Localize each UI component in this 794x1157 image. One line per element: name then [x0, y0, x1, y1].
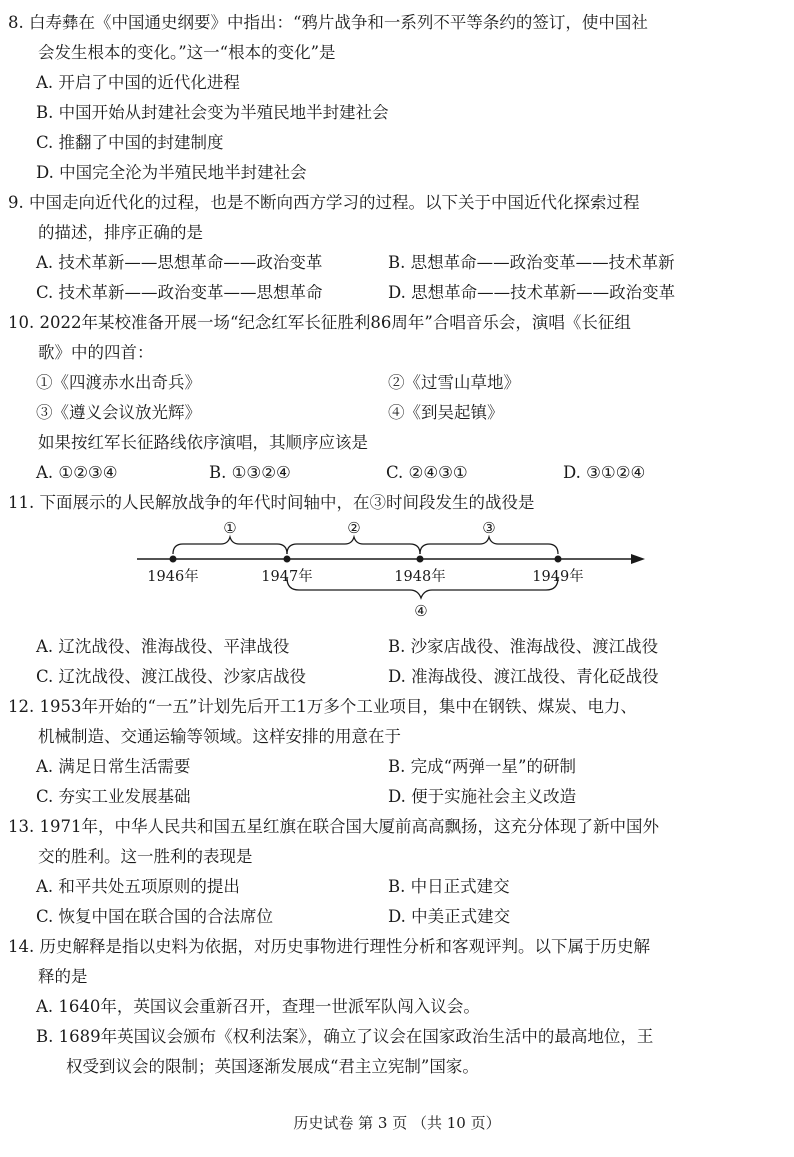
- q11-option-d: D. 准海战役、渡江战役、青化砭战役: [388, 667, 659, 686]
- q8-option-c: C. 推翻了中国的封建制度: [36, 133, 224, 152]
- q8-option-d: D. 中国完全沦为半殖民地半封建社会: [36, 163, 307, 182]
- timeline-brace-1: [173, 537, 287, 554]
- q9-stem-line2: 的描述，排序正确的是: [38, 223, 203, 242]
- q10-song-4: ④《到吴起镇》: [388, 403, 504, 422]
- timeline-year-1947: 1947年: [261, 569, 313, 585]
- q8-stem-line1: 8. 白寿彝在《中国通史纲要》中指出：“鸦片战争和一系列不平等条约的签订，使中国社: [8, 13, 648, 32]
- timeline-point-1949: [555, 556, 562, 563]
- q12-option-b: B. 完成“两弹一星”的研制: [388, 757, 576, 776]
- q10-option-b: B. ①③②④: [209, 463, 291, 482]
- timeline-point-1948: [417, 556, 424, 563]
- q9-stem-line1: 9. 中国走向近代化的过程，也是不断向西方学习的过程。以下关于中国近代化探索过程: [8, 193, 640, 212]
- q12-stem-line2: 机械制造、交通运输等领域。这样安排的用意在于: [38, 727, 401, 746]
- q8-option-a: A. 开启了中国的近代化进程: [36, 73, 240, 92]
- timeline-segment-4: ④: [414, 602, 428, 620]
- q10-stem-line3: 如果按红军长征路线依序演唱，其顺序应该是: [38, 433, 368, 452]
- q14-option-b-line1: B. 1689年英国议会颁布《权利法案》，确立了议会在国家政治生活中的最高地位，王: [36, 1027, 654, 1046]
- q10-option-a: A. ①②③④: [36, 463, 118, 482]
- q13-stem-line1: 13. 1971年，中华人民共和国五星红旗在联合国大厦前高高飘扬，这充分体现了新中国外: [8, 817, 659, 836]
- q8-stem-line2: 会发生根本的变化。”这一“根本的变化”是: [38, 43, 336, 62]
- q10-song-3: ③《遵义会议放光辉》: [36, 403, 201, 422]
- q14-stem-line2: 释的是: [38, 967, 88, 986]
- q13-option-c: C. 恢复中国在联合国的合法席位: [36, 907, 274, 926]
- q12-option-c: C. 夯实工业发展基础: [36, 787, 191, 806]
- q11-stem-line1: 11. 下面展示的人民解放战争的年代时间轴中，在③时间段发生的战役是: [8, 493, 535, 512]
- timeline-year-1949: 1949年: [532, 569, 584, 585]
- q12-option-d: D. 便于实施社会主义改造: [388, 787, 577, 806]
- q14-option-b-line2: 权受到议会的限制；英国逐渐发展成“君主立宪制”国家。: [66, 1057, 479, 1076]
- q10-song-1: ①《四渡赤水出奇兵》: [36, 373, 201, 392]
- q13-option-a: A. 和平共处五项原则的提出: [36, 877, 240, 896]
- q14-stem-line1: 14. 历史解释是指以史料为依据，对历史事物进行理性分析和客观评判。以下属于历史解: [8, 937, 650, 956]
- timeline-segment-2: ②: [347, 519, 361, 537]
- q9-option-d: D. 思想革命——技术革新——政治变革: [388, 283, 676, 302]
- timeline-brace-2: [287, 537, 420, 554]
- q11-option-a: A. 辽沈战役、淮海战役、平津战役: [36, 637, 290, 656]
- q10-stem-line1: 10. 2022年某校准备开展一场“纪念红军长征胜利86周年”合唱音乐会，演唱《长征组: [8, 313, 631, 332]
- q9-option-a: A. 技术革新——思想革命——政治变革: [36, 253, 323, 272]
- timeline-point-1947: [284, 556, 291, 563]
- timeline-point-1946: [170, 556, 177, 563]
- q13-option-b: B. 中日正式建交: [388, 877, 510, 896]
- q10-stem-line2: 歌》中的四首：: [38, 343, 154, 362]
- q10-option-d: D. ③①②④: [563, 463, 646, 482]
- q9-option-c: C. 技术革新——政治变革——思想革命: [36, 283, 323, 302]
- q10-song-2: ②《过雪山草地》: [388, 373, 520, 392]
- q8-option-b: B. 中国开始从封建社会变为半殖民地半封建社会: [36, 103, 389, 122]
- q9-option-b: B. 思想革命——政治变革——技术革新: [388, 253, 675, 272]
- timeline-segment-3: ③: [482, 519, 496, 537]
- page-footer: 历史试卷 第 3 页 （共 10 页）: [293, 1114, 501, 1132]
- timeline-arrow-icon: [631, 554, 645, 564]
- timeline-year-1946: 1946年: [147, 569, 199, 585]
- timeline-year-1948: 1948年: [394, 569, 446, 585]
- timeline-diagram: [125, 514, 655, 624]
- q12-option-a: A. 满足日常生活需要: [36, 757, 191, 776]
- q10-option-c: C. ②④③①: [386, 463, 468, 482]
- q14-option-a: A. 1640年，英国议会重新召开，查理一世派军队闯入议会。: [36, 997, 480, 1016]
- timeline-segment-1: ①: [223, 519, 237, 537]
- q11-option-c: C. 辽沈战役、渡江战役、沙家店战役: [36, 667, 307, 686]
- q11-option-b: B. 沙家店战役、淮海战役、渡江战役: [388, 637, 659, 656]
- q13-stem-line2: 交的胜利。这一胜利的表现是: [38, 847, 253, 866]
- timeline-brace-3: [420, 537, 558, 554]
- q12-stem-line1: 12. 1953年开始的“一五”计划先后开工1万多个工业项目，集中在钢铁、煤炭、电力、: [8, 697, 637, 716]
- q13-option-d: D. 中美正式建交: [388, 907, 511, 926]
